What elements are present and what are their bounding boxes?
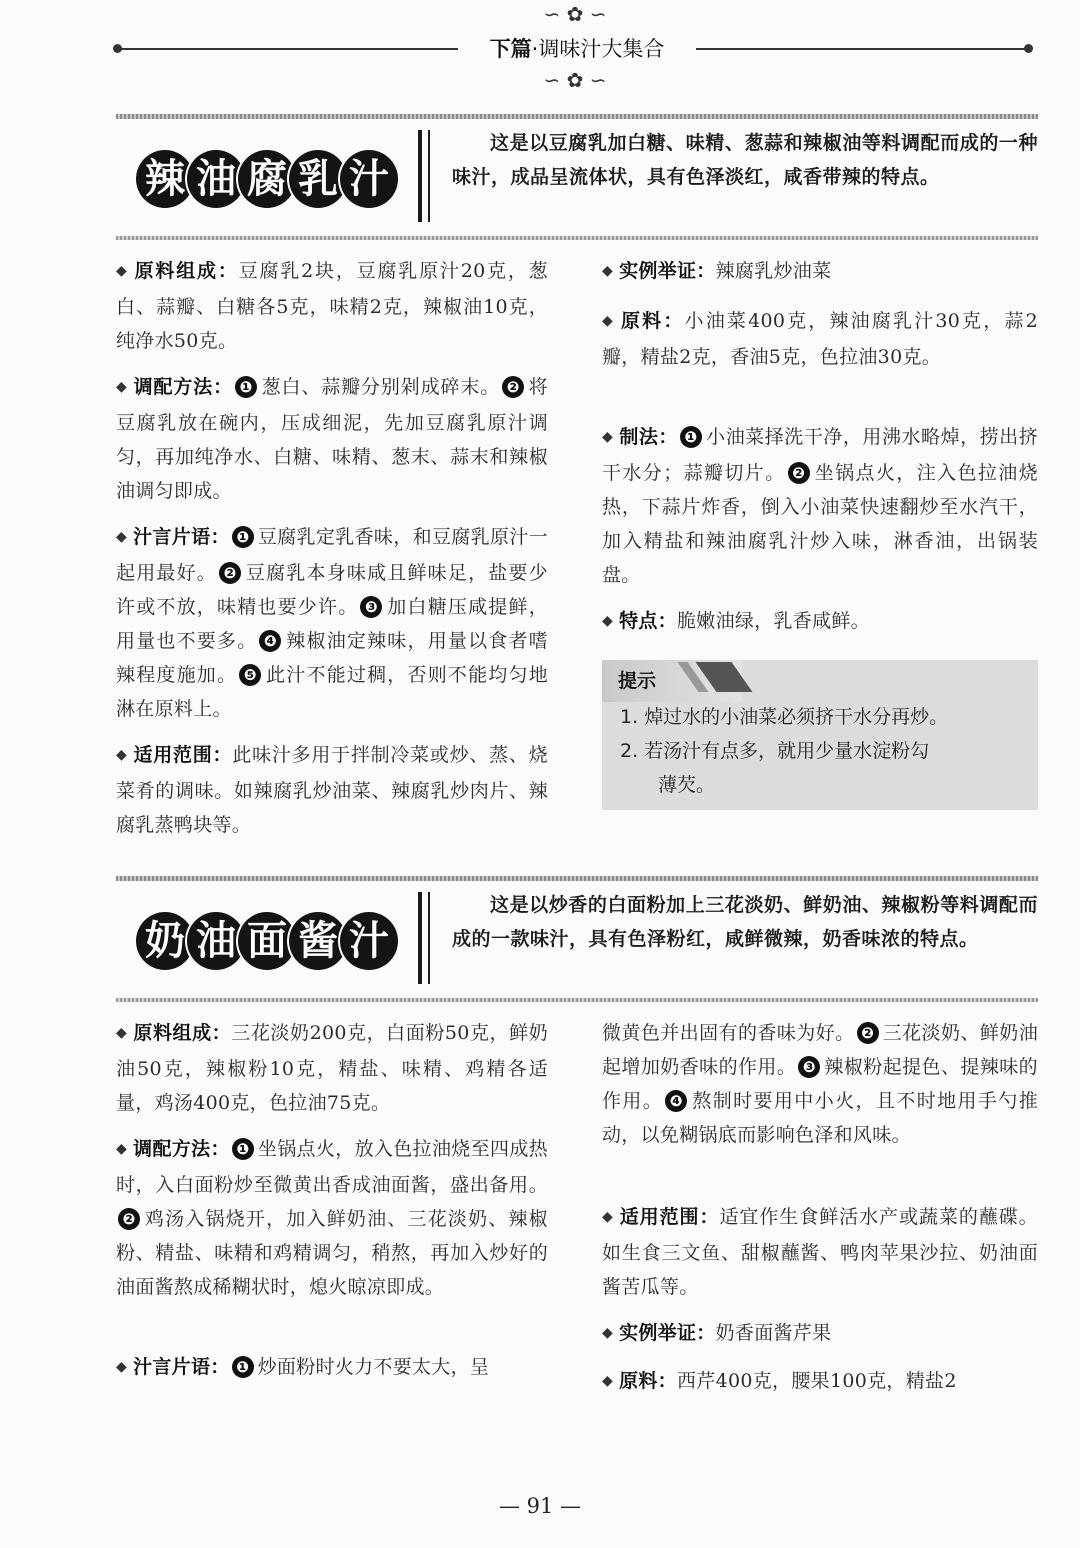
section1-intro: 这是以豆腐乳加白糖、味精、葱蒜和辣椒油等料调配而成的一种味汁，成品呈流体状，具有色泽淡红，咸香带辣的特点。	[452, 132, 1038, 188]
section2-method: ◆ 调配方法： ❶ 坐锅点火，放入色拉油烧至四成热时，入白面粉炒至微黄出香成油面酱，盛出备用。❷ 鸡汤入锅烧开，加入鲜奶油、三花淡奶、辣椒粉、精盐、味精和鸡精调匀，稍熬，再加入炒好的油面酱熬成稀糊状时，熄火晾凉即成。	[116, 1138, 548, 1298]
page-number: — 91 —	[498, 1494, 582, 1518]
title-char: 汁	[340, 150, 398, 208]
header-rule-right	[696, 48, 1030, 50]
section1-usage: ◆ 适用范围：此味汁多用于拌制冷菜或炒、蒸、烧菜肴的调味。如辣腐乳炒油菜、辣腐乳炒肉片、辣腐乳蒸鸭块等。	[116, 744, 548, 836]
tip-item: 薄芡。	[658, 774, 716, 796]
section1-example-method: ◆ 制法： ❶ 小油菜择洗干净，用沸水略焯，捞出挤干水分；蒜瓣切片。 ❷ 坐锅点火，注入色拉油烧热，下蒜片炸香，倒入小油菜快速翻炒至水汽干，加入精盐和辣油腐乳汁炒入味，淋香油，出锅装盘。	[602, 426, 1038, 586]
section2-usage: ◆ 适用范围：适宜作生食鲜活水产或蔬菜的蘸碟。如生食三文鱼、甜椒蘸酱、鸭肉苹果沙拉、奶油面酱苦瓜等。	[602, 1206, 1038, 1298]
section1-title-badge	[136, 150, 391, 208]
section1-example: ◆ 实例举证：辣腐乳炒油菜	[602, 260, 832, 282]
section2-bottom-band	[116, 998, 1038, 1002]
section1-example-materials: ◆ 原料：小油菜400克，辣油腐乳汁30克，蒜2瓣，精盐2克，香油5克，色拉油30克。	[602, 310, 1038, 368]
section2-tips: ◆ 汁言片语： ❶ 炒面粉时火力不要太大，呈	[116, 1356, 490, 1378]
top-ornament: ∽ ✿ ∽	[543, 2, 607, 26]
bottom-ornament: ∽ ✿ ∽	[543, 68, 607, 92]
header-dot-right	[1024, 44, 1033, 53]
tip-box	[602, 660, 1038, 810]
section2-divider-thin	[428, 892, 430, 984]
section1-tips: ◆ 汁言片语： ❶ 豆腐乳定乳香味，和豆腐乳原汁一起用最好。 ❷ 豆腐乳本身味咸且鲜味足，盐要少许或不放，味精也要少许。 ❸ 加白糖压咸提鲜，用量也不要多。 ❹ 辣椒油定辣味，用量以食者嗜辣程度施加。 ❺ 此汁不能过稠，否则不能均匀地淋在原料上。	[116, 526, 549, 720]
section1-divider-thin	[428, 130, 430, 222]
header-rule-left	[118, 48, 458, 50]
tip-item: 1. 焯过水的小油菜必须挤干水分再炒。	[620, 706, 949, 728]
section2-ingredients: ◆ 原料组成：三花淡奶200克，白面粉50克，鲜奶油50克，辣椒粉10克，精盐、味精、鸡精各适量，鸡汤400克，色拉油75克。	[116, 1022, 549, 1114]
title-char: 面	[238, 912, 296, 970]
title-char: 奶	[136, 912, 194, 970]
section1-ingredients: ◆ 原料组成：豆腐乳2块，豆腐乳原汁20克，葱白、蒜瓣、白糖各5克，味精2克，辣椒油10克，纯净水50克。	[116, 260, 548, 352]
section2-example: ◆ 实例举证：奶香面酱芹果	[602, 1322, 832, 1344]
header-dot-left	[113, 44, 122, 53]
title-char: 辣	[136, 150, 194, 208]
section1-divider	[418, 130, 422, 222]
section2-title-badge	[136, 912, 391, 970]
title-char: 汁	[340, 912, 398, 970]
title-char: 腐	[238, 150, 296, 208]
section1-feature: ◆ 特点：脆嫩油绿，乳香咸鲜。	[602, 610, 870, 632]
section2-example-materials: ◆ 原料：西芹400克，腰果100克，精盐2	[602, 1370, 957, 1392]
tip-title: 提示	[618, 670, 657, 692]
title-char: 油	[187, 150, 245, 208]
section2-intro: 这是以炒香的白面粉加上三花淡奶、鲜奶油、辣椒粉等料调配而成的一款味汁，具有色泽粉红，咸鲜微辣，奶香味浓的特点。	[452, 894, 1038, 950]
section1-top-band	[116, 114, 1038, 119]
title-char: 乳	[289, 150, 347, 208]
section2-top-band	[116, 876, 1038, 881]
section1-bottom-band	[116, 236, 1038, 240]
section2-tips-continued: 微黄色并出固有的香味为好。 ❷ 三花淡奶、鲜奶油起增加奶香味的作用。 ❸ 辣椒粉起提色、提辣味的作用。 ❹ 熬制时要用中小火，且不时地用手勺推动，以免糊锅底而影响色泽和风味。	[602, 1022, 1039, 1146]
section2-divider	[418, 892, 422, 984]
tip-item: 2. 若汤汁有点多，就用少量水淀粉勾	[620, 740, 930, 762]
section1-method: ◆ 调配方法： ❶ 葱白、蒜瓣分别剁成碎末。 ❷ 将豆腐乳放在碗内，压成细泥，先加豆腐乳原汁调匀，再加纯净水、白糖、味精、葱末、蒜末和辣椒油调匀即成。	[116, 376, 548, 502]
title-char: 油	[187, 912, 245, 970]
title-char: 酱	[289, 912, 347, 970]
running-header: 下篇·调味汁大集合	[489, 37, 665, 61]
